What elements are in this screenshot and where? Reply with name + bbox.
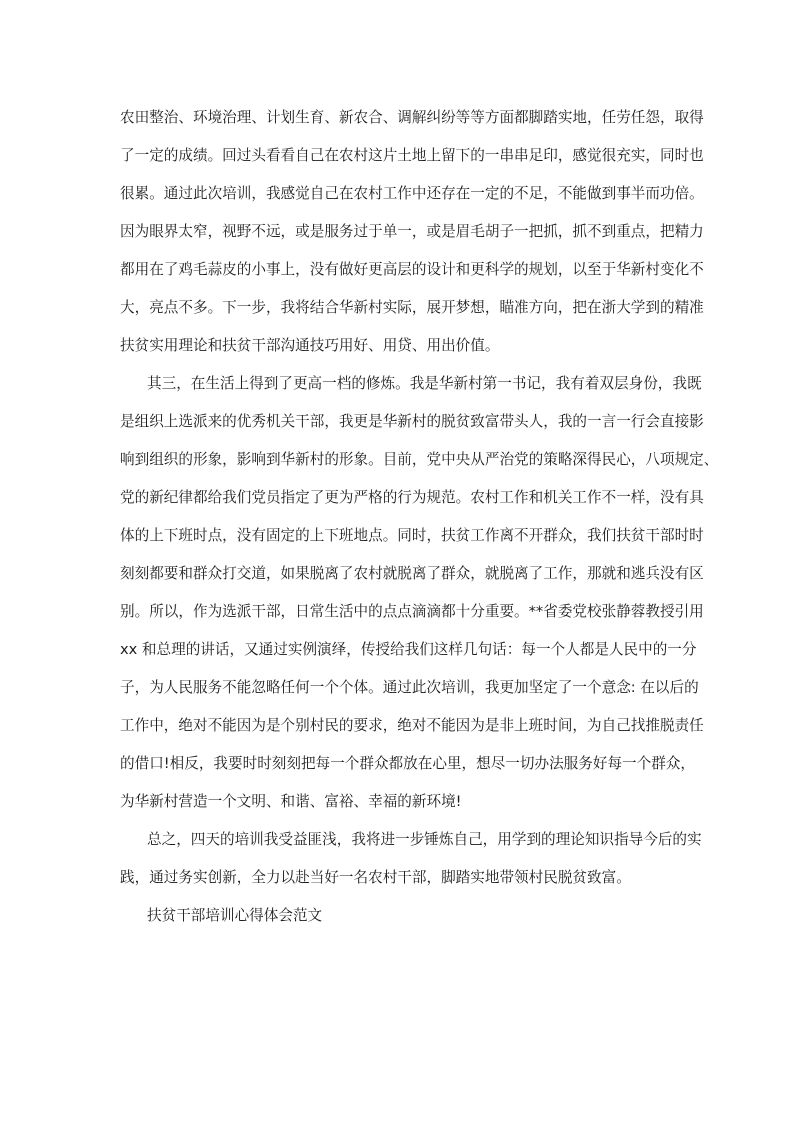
text-line: 子，为人民服务不能忽略任何一个个体。通过此次培训，我更加坚定了一个意念: 在以后的 xyxy=(120,679,699,696)
text-line: xx 和总理的讲话，又通过实例演绎，传授给我们这样几句话：每一个人都是人民中的一分 xyxy=(120,641,697,658)
paragraph-start-line: 其三，在生活上得到了更高一档的修炼。我是华新村第一书记，我有着双层身份，我既 xyxy=(147,375,702,392)
text-line: 党的新纪律都给我们党员指定了更为严格的行为规范。农村工作和机关工作不一样，没有具 xyxy=(120,489,704,506)
text-line: 因为眼界太窄，视野不远，或是服务过于单一，或是眉毛胡子一把抓，抓不到重点，把精力 xyxy=(120,223,704,240)
text-line: 践，通过务实创新，全力以赴当好一名农村干部，脚踏实地带领村民脱贫致富。 xyxy=(120,869,631,886)
text-line: 很累。通过此次培训，我感觉自己在农村工作中还存在一定的不足，不能做到事半而功倍。 xyxy=(120,185,704,202)
section-title: 扶贫干部培训心得体会范文 xyxy=(147,907,323,924)
text-line: 都用在了鸡毛蒜皮的小事上，没有做好更高层的设计和更科学的规划，以至于华新村变化不 xyxy=(120,261,704,278)
text-line: 别。所以，作为选派干部，日常生活中的点点滴滴都十分重要。**省委党校张静蓉教授引用 xyxy=(120,603,704,620)
text-line: 是组织上选派来的优秀机关干部，我更是华新村的脱贫致富带头人，我的一言一行会直接影 xyxy=(120,413,704,430)
text-line: 工作中，绝对不能因为是个别村民的要求，绝对不能因为是非上班时间，为自己找推脱责任 xyxy=(120,717,704,734)
text-line: 大，亮点不多。下一步，我将结合华新村实际，展开梦想，瞄准方向，把在浙大学到的精准 xyxy=(120,299,704,316)
text-line: 体的上下班时点，没有固定的上下班地点。同时，扶贫工作离不开群众，我们扶贫干部时时 xyxy=(120,527,704,544)
text-line: 响到组织的形象，影响到华新村的形象。目前，党中央从严治党的策略深得民心，八项规定、 xyxy=(120,451,719,468)
paragraph-start-line: 总之，四天的培训我受益匪浅，我将进一步锤炼自己，用学到的理论知识指导今后的实 xyxy=(147,831,702,848)
text-line: 扶贫实用理论和扶贫干部沟通技巧用好、用贷、用出价值。 xyxy=(120,337,500,354)
text-line: 为华新村营造一个文明、和谐、富裕、幸福的新环境! xyxy=(120,793,462,810)
text-line: 的借口!相反，我要时时刻刻把每一个群众都放在心里，想尽一切办法服务好每一个群众， xyxy=(120,755,696,772)
text-line: 农田整治、环境治理、计划生育、新农合、调解纠纷等等方面都脚踏实地，任劳任怨，取得 xyxy=(120,109,704,126)
text-line: 刻刻都要和群众打交道，如果脱离了农村就脱离了群众，就脱离了工作，那就和逃兵没有区 xyxy=(120,565,704,582)
text-line: 了一定的成绩。回过头看看自己在农村这片土地上留下的一串串足印，感觉很充实，同时也 xyxy=(120,147,704,164)
